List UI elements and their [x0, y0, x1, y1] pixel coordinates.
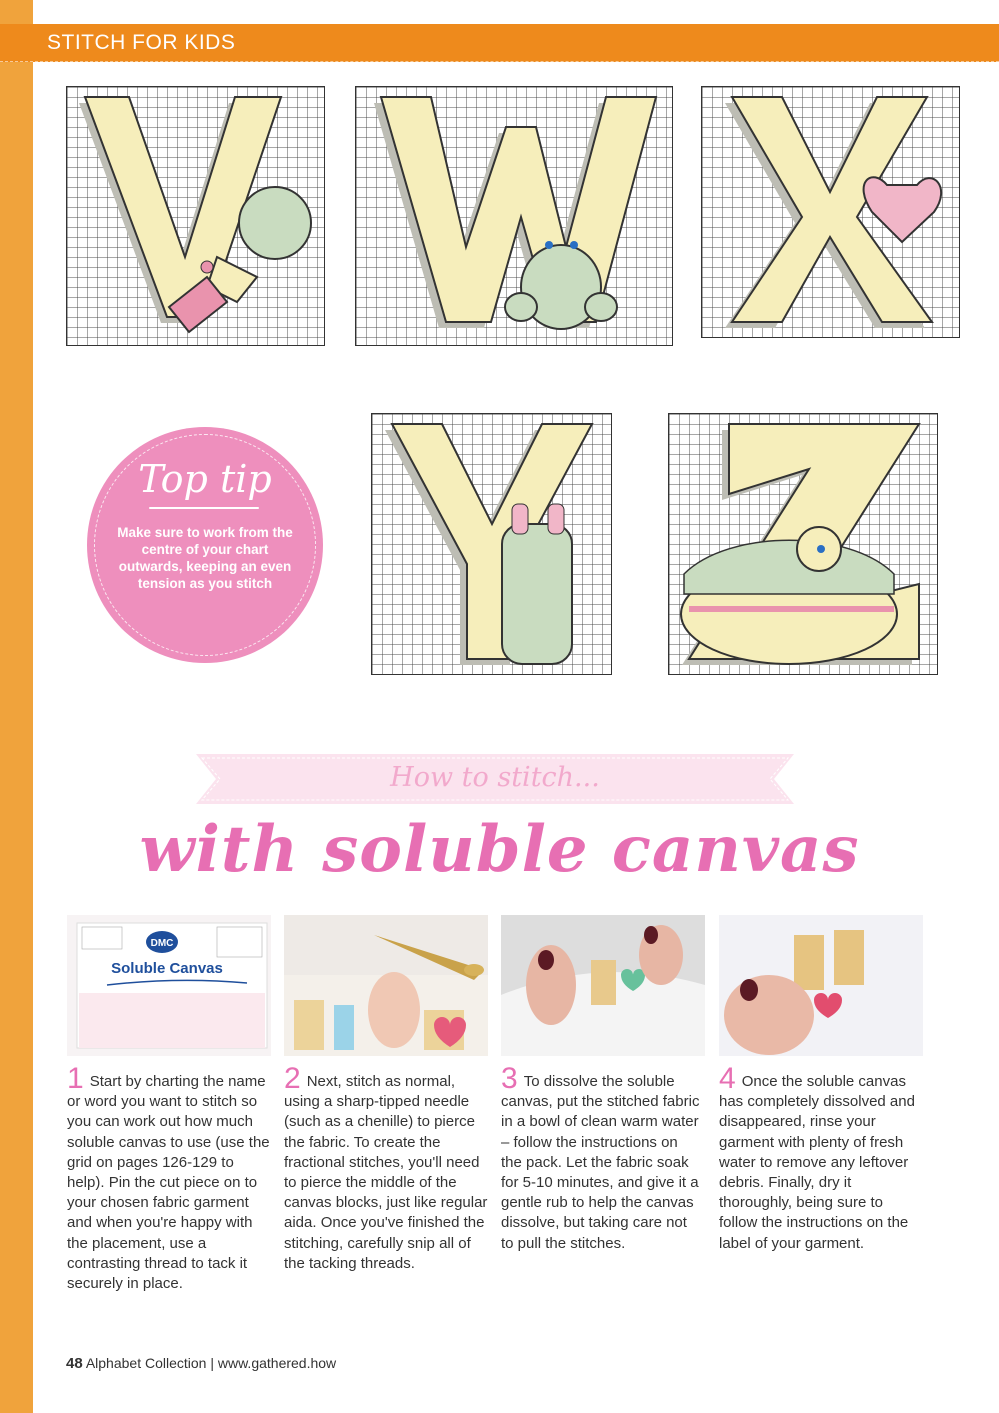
letter-x-chart-icon	[702, 87, 960, 338]
letter-z-chart-icon	[669, 414, 938, 675]
photo-rinsed-garment	[719, 915, 923, 1056]
photo-soluble-canvas-pack	[67, 915, 271, 1056]
step-text: To dissolve the soluble canvas, put the stitched fabric in a bowl of clean warm water – follow the instructions on the pack. Let the fabric soak for 5-10 minutes, and give it a gentle rub to help the canvas dissolve, but taking care not to pull the stitches.	[501, 1073, 700, 1252]
step-number: 2	[284, 1062, 301, 1095]
letter-w-chart-icon	[356, 87, 673, 346]
step-3	[501, 1062, 701, 1254]
section-header	[0, 24, 999, 62]
step-2	[284, 1062, 489, 1274]
stitching-scissors-photo-icon	[284, 915, 488, 1056]
chart-letter-y	[371, 413, 612, 675]
top-tip-underline	[149, 507, 259, 509]
pack-brand: DMC	[150, 938, 174, 949]
photo-stitching-needle	[284, 915, 488, 1056]
headline: with soluble canvas	[139, 812, 860, 887]
footer-separator: |	[210, 1355, 214, 1371]
side-bar	[0, 0, 33, 1413]
chart-letter-v	[66, 86, 325, 346]
top-tip-title: Top tip	[138, 457, 272, 501]
pack-product: Soluble Canvas	[111, 960, 223, 977]
chart-letter-z	[668, 413, 938, 675]
dissolving-canvas-photo-icon	[501, 915, 705, 1056]
chart-letter-w	[355, 86, 673, 346]
ribbon-label: How to stitch...	[390, 762, 600, 793]
top-tip-body: Make sure to work from the centre of your chart outwards, keeping an even tension as you stitch	[117, 525, 293, 591]
letter-v-chart-icon	[67, 87, 325, 346]
letter-y-chart-icon	[372, 414, 612, 675]
soluble-canvas-pack-icon	[67, 915, 271, 1056]
section-label: STITCH FOR KIDS	[47, 31, 236, 54]
website-link[interactable]: www.gathered.how	[217, 1355, 337, 1371]
step-1	[67, 1062, 272, 1294]
step-4	[719, 1062, 924, 1254]
step-text: Start by charting the name or word you want to stitch so you can work out how much soluble canvas to use (use the grid on pages 126-129 to help). Pin the cut piece on to your chosen fabric garment and when you're happy with the placement, use a contrasting thread to tack it securely in place.	[67, 1073, 270, 1293]
photo-dissolving-canvas	[501, 915, 705, 1056]
chart-letter-x	[701, 86, 960, 338]
page-number: 48	[66, 1355, 83, 1372]
step-number: 1	[67, 1062, 84, 1095]
publication-title: Alphabet Collection	[85, 1355, 207, 1371]
rinsed-garment-photo-icon	[719, 915, 923, 1056]
top-tip-badge	[87, 427, 323, 663]
step-number: 3	[501, 1062, 518, 1095]
step-text: Next, stitch as normal, using a sharp-tipped needle (such as a chenille) to pierce the fabric. To create the fractional stitches, you'll need to pierce the middle of the canvas blocks, just like regular aida. Once you've finished the stitching, carefully snip all of the tacking threads.	[284, 1073, 488, 1272]
page-footer	[66, 1355, 336, 1372]
step-text: Once the soluble canvas has completely dissolved and disappeared, rinse your garment with plenty of fresh water to remove any leftover debris. Finally, dry it thoroughly, being sure to follow the instructions on the label of your garment.	[719, 1073, 915, 1252]
step-number: 4	[719, 1062, 736, 1095]
